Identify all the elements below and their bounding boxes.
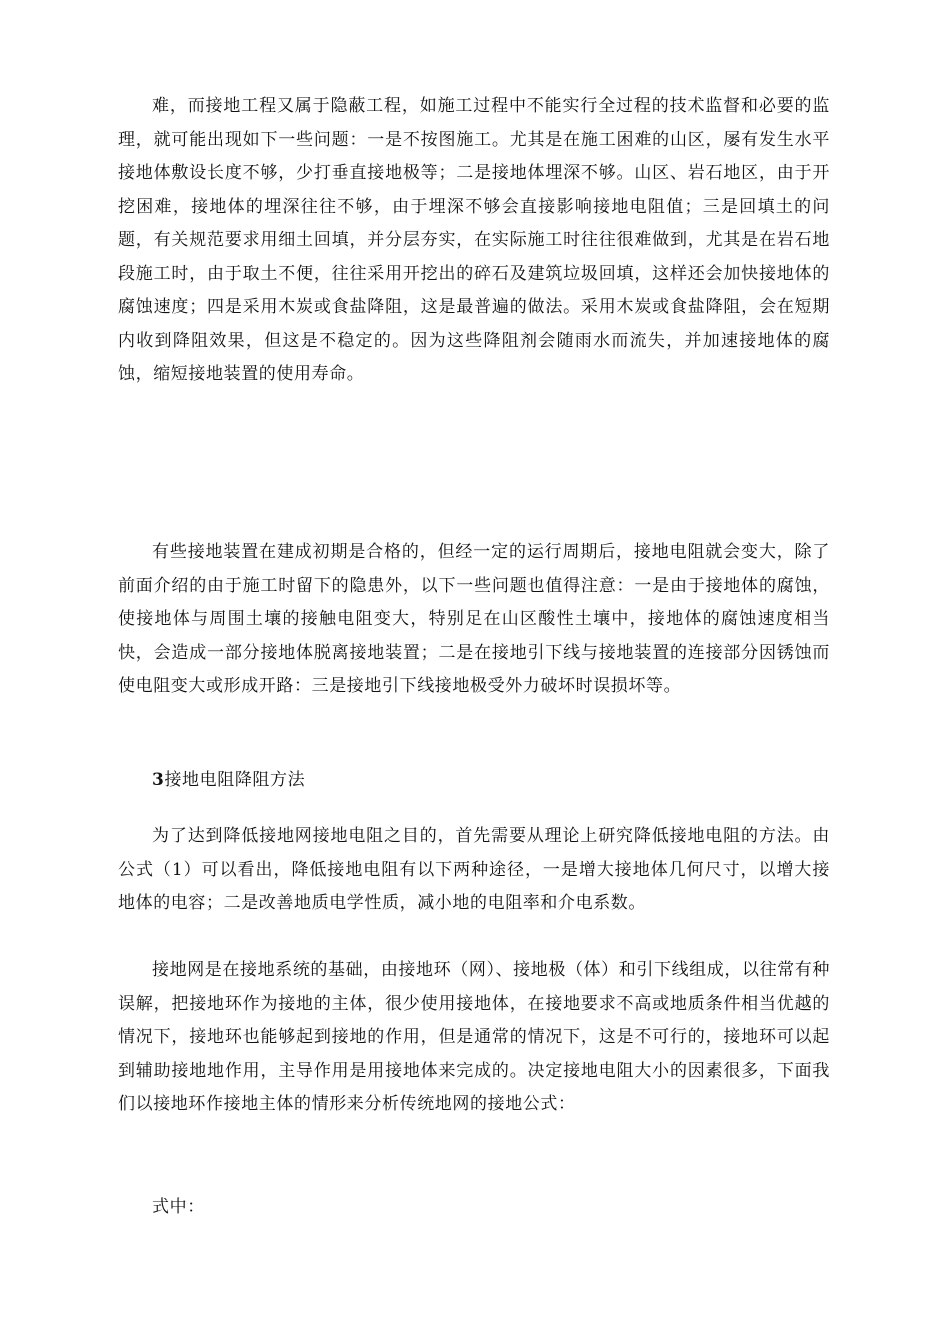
paragraph-operation-problems: 有些接地装置在建成初期是合格的，但经一定的运行周期后，接地电阻就会变大，除了前面介绍的由于施工时留下的隐患外，以下一些问题也值得注意：一是由于接地体的腐蚀，使接地体与周围土壤的接触电阻变大，特别足在山区酸性土壤中，接地体的腐蚀速度相当快，会造成一部分接地体脱离接地装置；二是在接地引下线与接地装置的连接部分因锈蚀而使电阻变大或形成开路：三是接地引下线接地极受外力破坏时误损坏等。 <box>118 542 830 696</box>
paragraph-construction-problems: 难，而接地工程又属于隐蔽工程，如施工过程中不能实行全过程的技术监督和必要的监理，就可能出现如下一些问题：一是不按图施工。尤其是在施工困难的山区，屡有发生水平接地体敷设长度不够，少打垂直接地极等；二是接地体埋深不够。山区、岩石地区，由于开挖困难，接地体的埋深往往不够，由于埋深不够会直接影响接地电阻值；三是回填土的问题，有关规范要求用细土回填，并分层夯实，在实际施工时往往很难做到，尤其是在岩石地段施工时，由于取土不便，往往采用开挖出的碎石及建筑垃圾回填，这样还会加快接地体的腐蚀速度；四是采用木炭或食盐降阻，这是最普遍的做法。采用木炭或食盐降阻，会在短期内收到降阻效果，但这是不稳定的。因为这些降阻剂会随雨水而流失，并加速接地体的腐蚀，缩短接地装置的使用寿命。 <box>118 96 830 384</box>
section-number: 3 <box>152 770 165 790</box>
paragraph-grounding-grid: 接地网是在接地系统的基础，由接地环（网）、接地极（体）和引下线组成，以往常有种误解，把接地环作为接地的主体，很少使用接地体，在接地要求不高或地质条件相当优越的情况下，接地环也能够起到接地的作用，但是通常的情况下，这是不可行的，接地环可以起到辅助接地地作用，主导作用是用接地体来完成的。决定接地电阻大小的因素很多，下面我们以接地环作接地主体的情形来分析传统地网的接地公式： <box>118 960 830 1114</box>
section-title: 接地电阻降阻方法 <box>164 770 306 790</box>
section-heading <box>118 764 830 798</box>
paragraph-resistance-reduction: 为了达到降低接地网接地电阻之目的，首先需要从理论上研究降低接地电阻的方法。由公式（1）可以看出，降低接地电阻有以下两种途径，一是增大接地体几何尺寸，以增大接地体的电容；二是改善地质电学性质，减小地的电阻率和介电系数。 <box>118 826 830 913</box>
paragraph-formula-legend: 式中： <box>152 1197 205 1217</box>
